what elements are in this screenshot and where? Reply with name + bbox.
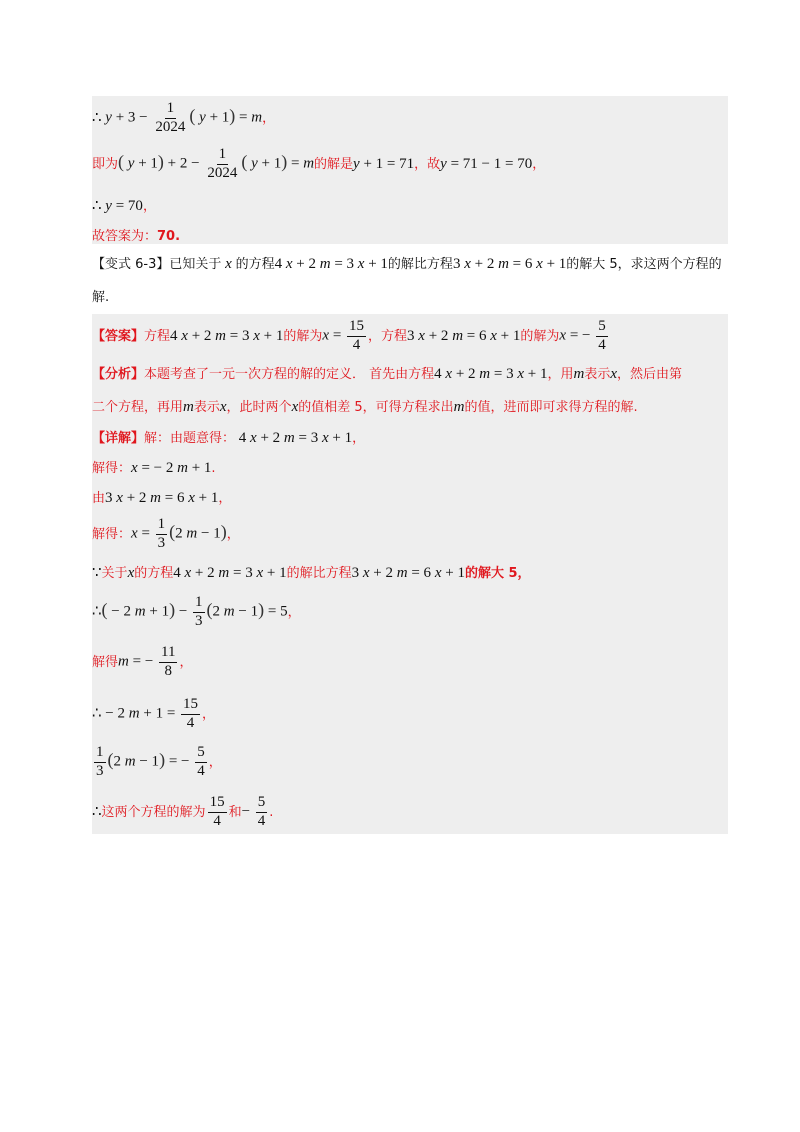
answer-equation-2: 3 x + 2 m = 6 x + 1	[407, 327, 521, 344]
because-var-x: x	[127, 564, 135, 581]
conclusion-solution-2: − $\frac{5}{4}$	[241, 793, 266, 829]
derivation-line-1	[92, 98, 732, 138]
equation-1: y + 3 − $\frac{1}{2024}$ ( y + 1) = m	[105, 99, 263, 135]
conclusion-line	[92, 792, 732, 832]
conclusion-symbol: ∴	[92, 803, 102, 820]
solve-2-tail: ，	[226, 526, 240, 542]
answer-solution-1: x = $\frac{15}{4}$	[322, 317, 365, 353]
question-equation-2: 3 x + 2 m = 6 x + 1	[452, 255, 567, 272]
question-text-c: 的解比方程	[387, 256, 453, 272]
solve-3-tail: ，	[179, 654, 193, 670]
from-line	[92, 478, 732, 518]
line-2-text-c: ，故	[414, 156, 441, 172]
analysis-text-a: 本题考查了一元一次方程的解的定义． 首先由方程	[144, 366, 435, 382]
analysis-line2-var-m: m	[183, 398, 194, 415]
analysis-text-c: 表示	[584, 366, 611, 382]
solve-2-equation: x = $\frac{1}{3}$ (2 m − 1)	[131, 515, 227, 551]
answer-tag: 【答案】	[92, 328, 145, 344]
conclusion-text-a: 这两个方程的解为	[101, 804, 206, 820]
therefore-2-equation: ∴ − 2 m + 1 = $\frac{15}{4}$	[92, 695, 199, 731]
line-2-text-d: ，	[532, 156, 546, 172]
from-equation: 3 x + 2 m = 6 x + 1	[105, 489, 219, 506]
final-answer-value: 70.	[157, 228, 181, 244]
conclusion-solution-1: $\frac{15}{4}$	[209, 793, 225, 829]
calc-line	[92, 742, 732, 782]
solve-line-3	[92, 642, 732, 682]
detail-tail: ，	[352, 430, 366, 446]
analysis-line2-var-x: x	[219, 398, 227, 415]
because-line	[92, 553, 732, 593]
therefore-1-equation: ∴( − 2 m + 1) − $\frac{1}{3}$ (2 m − 1) = 5	[92, 593, 288, 629]
line-2-text-b: 的解是	[314, 156, 354, 172]
because-symbol: ∵	[92, 564, 102, 581]
question-line-2-text: 解.	[92, 289, 110, 305]
because-text-c: 的解比方程	[286, 565, 352, 581]
analysis-tag: 【分析】	[92, 366, 145, 382]
question-text-b: 的方程	[235, 256, 275, 272]
question-line-2	[92, 277, 732, 317]
from-tail: ，	[218, 490, 232, 506]
detail-text: 解：由题意得：	[144, 430, 236, 446]
equation-2: ( y + 1) + 2 − $\frac{1}{2024}$ ( y + 1) = m	[118, 145, 315, 181]
solve-3-prefix: 解得	[92, 654, 119, 670]
final-answer-prefix: 故答案为：	[92, 228, 158, 244]
therefore-2-tail: ，	[202, 706, 216, 722]
answer-line	[92, 316, 732, 356]
calc-tail: ，	[208, 754, 222, 770]
analysis-line2-e: 的值，进而即可求得方程的解.	[464, 399, 638, 415]
analysis-text-d: ，然后由第	[617, 366, 683, 382]
answer-text-b: 的解为	[283, 328, 323, 344]
therefore-symbol: ∴	[92, 109, 102, 126]
conclusion-tail: .	[269, 804, 274, 820]
answer-text-c: ，方程	[368, 328, 408, 344]
solve-1-prefix: 解得：	[92, 460, 132, 476]
answer-text-a: 方程	[144, 328, 171, 344]
analysis-line2-var-m2: m	[453, 398, 465, 415]
solve-2-prefix: 解得：	[92, 526, 132, 542]
analysis-line2-var-x2: x	[291, 398, 299, 415]
analysis-equation-1: 4 x + 2 m = 3 x + 1	[434, 365, 548, 382]
solve-1-equation: x = − 2 m + 1	[131, 459, 212, 476]
analysis-line2-c: ，此时两个	[226, 399, 292, 415]
line-3-tail: ，	[142, 198, 156, 214]
detail-equation: 4 x + 2 m = 3 x + 1	[235, 429, 353, 446]
detail-tag: 【详解】	[92, 430, 145, 446]
solve-1-tail: .	[211, 460, 216, 476]
solve-line-2	[92, 514, 732, 554]
answer-equation-1: 4 x + 2 m = 3 x + 1	[170, 327, 284, 344]
question-text-d: 的解大 5，求这两个方程的	[566, 256, 722, 272]
question-tag: 【变式 6-3】	[92, 256, 170, 272]
derivation-line-2	[92, 144, 732, 184]
because-text-d: 的解大 5，	[464, 565, 531, 581]
analysis-line2-d: 的值相差 5，可得方程求出	[298, 399, 454, 415]
question-equation-1: 4 x + 2 m = 3 x + 1	[274, 255, 388, 272]
conclusion-text-b: 和	[228, 804, 242, 820]
answer-solution-2: x = − $\frac{5}{4}$	[559, 317, 606, 353]
equation-5: ∴ y = 70	[92, 197, 143, 214]
therefore-line-1	[92, 592, 732, 632]
question-text-a: 已知关于	[169, 256, 222, 272]
equation-4: y = 71 − 1 = 70	[440, 155, 533, 172]
analysis-text-b: ，用	[547, 366, 574, 382]
because-text-b: 的方程	[134, 565, 174, 581]
solve-3-equation: m = − $\frac{11}{8}$	[118, 643, 176, 679]
therefore-1-tail: ，	[287, 604, 301, 620]
therefore-line-2	[92, 694, 732, 734]
question-var-x: x	[225, 255, 232, 272]
calc-equation: $\frac{1}{3}$ (2 m − 1) = − $\frac{5}{4}$	[96, 743, 205, 779]
because-text-a: 关于	[101, 565, 128, 581]
equation-3: y + 1 = 71	[353, 155, 415, 172]
analysis-var-x: x	[610, 365, 618, 382]
analysis-line2-a: 二个方程，再用	[92, 399, 184, 415]
line-2-text-a: 即为	[92, 156, 119, 172]
analysis-var-m: m	[573, 365, 585, 382]
line-1-tail: ，	[262, 110, 276, 126]
answer-text-d: 的解为	[520, 328, 560, 344]
because-equation-1: 4 x + 2 m = 3 x + 1	[173, 564, 287, 581]
from-prefix: 由	[92, 490, 106, 506]
because-equation-2: 3 x + 2 m = 6 x + 1	[351, 564, 465, 581]
analysis-line2-b: 表示	[193, 399, 220, 415]
